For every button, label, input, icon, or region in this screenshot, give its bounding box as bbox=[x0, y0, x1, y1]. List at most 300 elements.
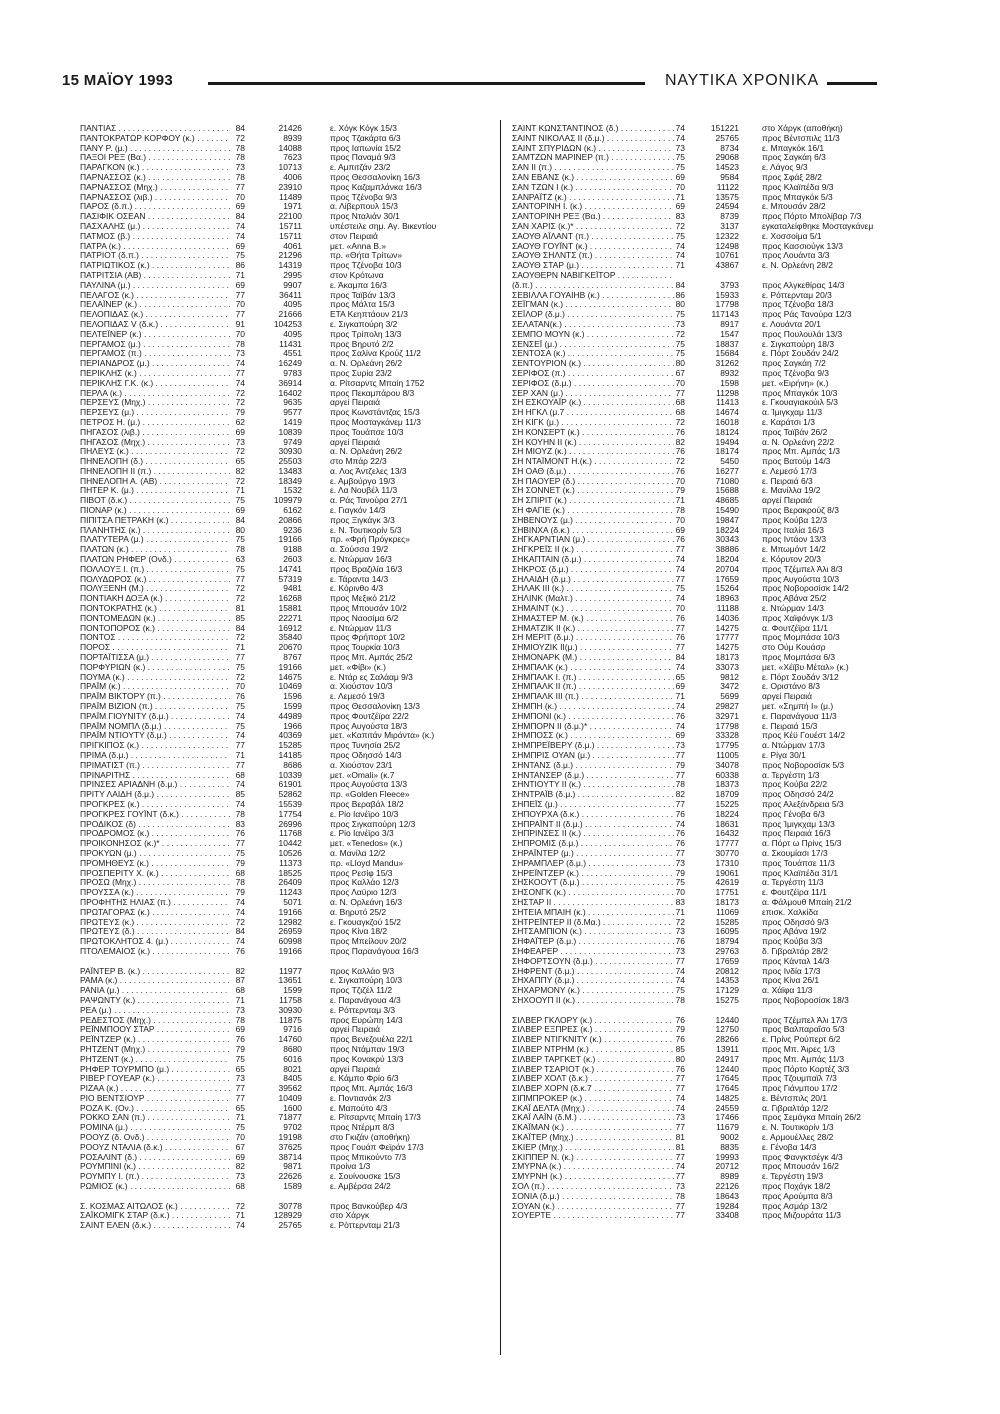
ship-status: μετ. «Omali» (κ.7 bbox=[330, 770, 395, 780]
gross-tonnage: 35840 bbox=[278, 632, 302, 643]
ship-name: ΣΗ ΗΓΚΛ (μ.7 . . . bbox=[512, 408, 674, 418]
build-year: 75 bbox=[235, 495, 245, 506]
ship-name: ΣΕΒΙΛΛΑ ΓΟΥΑΙΗΒ (κ.) . . . bbox=[512, 291, 674, 301]
ship-name: ΠΑΝΤΟΚΡΑΤΩΡ ΚΟΡΦΟΥ (κ.) . . . bbox=[80, 134, 230, 144]
ship-status: προς Παρανάγουα 16/3 bbox=[330, 946, 419, 956]
ship-name: ΠΟΡΟΣ . . . bbox=[80, 643, 230, 653]
gross-tonnage: 38886 bbox=[715, 544, 739, 555]
ship-name: ΠΡΟΓΚΡΕΣ ΓΟΥΪΝΤ (δ.κ.) . . . bbox=[80, 810, 230, 820]
ship-status: α. Λος Άντζελες 13/3 bbox=[330, 466, 407, 476]
ship-name: ΡΑΝΙΑ (μ.) . . . bbox=[80, 986, 230, 996]
build-year: 68 bbox=[235, 867, 245, 878]
ship-status: προς Σαγκάη 7/2 bbox=[762, 359, 826, 369]
ship-name: ΣΗ ΜΕΡΙΤ (δ.μ.) . . . bbox=[512, 633, 674, 643]
ship-status: α. Ν. Ορλεάνη 16/3 bbox=[330, 897, 403, 907]
ship-name: ΠΟΛΥΔΩΡΟΣ (κ.) . . . bbox=[80, 575, 230, 585]
ship-name: ΡΕΔΕΣΤΟΣ (Μηχ.) . . . bbox=[80, 1016, 230, 1026]
ship-status: ε. Πειραιά 15/3 bbox=[762, 721, 818, 731]
ship-status: προς Τρίπολη 13/3 bbox=[330, 329, 402, 339]
ship-name: ΣΚΑΪΤΕΡ (Μηχ.) . . . bbox=[512, 1133, 674, 1143]
gross-tonnage: 16268 bbox=[278, 593, 302, 604]
build-year: 69 bbox=[235, 279, 245, 290]
ship-status: α. Ν. Ορλεάνη 22/2 bbox=[762, 437, 835, 447]
gross-tonnage: 6016 bbox=[283, 1053, 302, 1064]
gross-tonnage: 52862 bbox=[278, 789, 302, 800]
build-year: 72 bbox=[675, 416, 685, 427]
build-year: 72 bbox=[235, 916, 245, 927]
ship-status: α. Σκουμίασι 17/3 bbox=[762, 848, 828, 858]
ship-status: προς Ντάμπαν 19/3 bbox=[330, 1044, 405, 1054]
build-year: 84 bbox=[235, 211, 245, 222]
ship-status: προς Κίνα 26/1 bbox=[762, 976, 820, 986]
gross-tonnage: 18224 bbox=[715, 524, 739, 535]
ship-status: α. Μανίλα 12/2 bbox=[330, 848, 386, 858]
gross-tonnage: 5450 bbox=[720, 456, 739, 467]
gross-tonnage: 18173 bbox=[715, 652, 739, 663]
ship-name: ΠΡΙΝΣΕΣ ΑΡΙΑΔΝΗ (δ.μ.) . . . bbox=[80, 780, 230, 790]
build-year: 76 bbox=[675, 936, 685, 947]
gross-tonnage: 22100 bbox=[278, 211, 302, 222]
gross-tonnage: 17645 bbox=[715, 1083, 739, 1094]
build-year: 78 bbox=[235, 1014, 245, 1025]
ship-name: ΡΟΥΜΠΥ Ι. (π.) . . . bbox=[80, 1172, 230, 1182]
build-year: 65 bbox=[675, 671, 685, 682]
ship-status: προς Ξιγκάγκ 3/3 bbox=[330, 515, 395, 525]
build-year: 74 bbox=[675, 593, 685, 604]
ship-name: ΠΡΟΔΙΚΟΣ (δ) . . . bbox=[80, 820, 230, 830]
gross-tonnage: 11489 bbox=[279, 191, 302, 202]
build-year: 62 bbox=[235, 416, 245, 427]
build-year: 67 bbox=[675, 367, 685, 378]
ship-name: ΠΡΟΦΗΤΗΣ ΗΛΙΑΣ (π.) . . . bbox=[80, 898, 230, 908]
ship-status: ε. Λα Νουβέλ 11/3 bbox=[330, 486, 398, 496]
ship-status: ε. Τεργέστη 19/3 bbox=[762, 1172, 824, 1182]
build-year: 70 bbox=[235, 1132, 245, 1143]
ship-status: προς Τζακάρτα 6/3 bbox=[330, 133, 401, 143]
ship-status: εγκαταλείφθηκε Μοσταγκάνεμ bbox=[762, 221, 874, 231]
gross-tonnage: 9481 bbox=[283, 583, 302, 594]
ship-name: ΠΟΡΤΑΪΤΙΣΣΑ (μ.) . . . bbox=[80, 653, 230, 663]
build-year: 76 bbox=[675, 1063, 685, 1074]
build-year: 77 bbox=[675, 847, 685, 858]
ship-name: ΣΗΣΚΟΟΥΤ (δ.μ.) . . . bbox=[512, 878, 674, 888]
gross-tonnage: 17310 bbox=[715, 857, 739, 868]
ship-status: προς Ινδία 17/3 bbox=[762, 966, 821, 976]
ship-name: ΣΑΟΥΘ ΣΗΛΝΤΣ (π.) . . . bbox=[512, 251, 674, 261]
ship-name: ΡΟΣΑΛΙΝΤ (δ.) . . . bbox=[80, 1153, 230, 1163]
build-year: 82 bbox=[235, 965, 245, 976]
build-year: 84 bbox=[675, 279, 685, 290]
ship-name: ΣΗ ΝΤΑΪΜΟΝΤ Η.(κ.) . . . bbox=[512, 457, 674, 467]
ship-status: πρ. «Lloyd Mandu» bbox=[330, 858, 404, 868]
ship-status: προς Νοβοροσίσκ 14/2 bbox=[762, 584, 849, 594]
ship-name: ΣΚΑΪ ΔΕΛΤΑ (Μηχ.) . . . bbox=[512, 1104, 674, 1114]
ship-status: προς Κίνα 18/2 bbox=[330, 927, 388, 937]
build-year: 74 bbox=[675, 965, 685, 976]
gross-tonnage: 38714 bbox=[278, 1151, 302, 1162]
ship-row bbox=[512, 1211, 927, 1221]
ship-status: προς Βραζιλία 16/3 bbox=[330, 564, 403, 574]
gross-tonnage: 14675 bbox=[278, 671, 302, 682]
gross-tonnage: 8021 bbox=[283, 1063, 302, 1074]
build-year: 73 bbox=[675, 142, 685, 153]
gross-tonnage: 12322 bbox=[715, 230, 739, 241]
ship-status: προς Κλαϊπέδα 9/3 bbox=[762, 182, 834, 192]
gross-tonnage: 10442 bbox=[278, 838, 302, 849]
ship-status: α. Ντώρμαν 17/3 bbox=[762, 741, 825, 751]
build-year: 71 bbox=[675, 260, 685, 271]
ship-status: ε. Σιγκαπούρη 3/2 bbox=[330, 319, 398, 329]
build-year: 75 bbox=[235, 534, 245, 545]
ship-name: ΣΕΡΙΦΟΣ (π.) . . . bbox=[512, 369, 674, 379]
build-year: 74 bbox=[675, 250, 685, 261]
build-year: 84 bbox=[235, 123, 245, 133]
build-year: 71 bbox=[675, 906, 685, 917]
ship-status: α. Βηρυτό 25/2 bbox=[330, 907, 387, 917]
ship-status: προς Νοβοροσίσκ 5/3 bbox=[762, 760, 845, 770]
build-year: 76 bbox=[675, 632, 685, 643]
ship-name: ΣΗΒΙΝΧΑ (δ.κ.) . . . bbox=[512, 526, 674, 536]
ship-name: ΣΙΛΒΕΡ ΧΟΛΤ (δ.κ.) . . . bbox=[512, 1074, 674, 1084]
gross-tonnage: 14088 bbox=[278, 142, 302, 153]
build-year: 77 bbox=[235, 289, 245, 300]
ship-status: προς Λαϋριο 12/3 bbox=[330, 888, 397, 898]
build-year: 71 bbox=[675, 691, 685, 702]
build-year: 72 bbox=[235, 446, 245, 457]
build-year: 69 bbox=[235, 1151, 245, 1162]
ship-status: α. Ν. Ορλεάνη 26/2 bbox=[330, 447, 403, 457]
ship-name: ΠΑΤΡΙΟΤ (δ.π.) . . . bbox=[80, 251, 230, 261]
ship-name: ΡΕΪΝΜΠΟΟΥ ΣΤΑΡ . . . bbox=[80, 1025, 230, 1035]
ship-name: ΣΗ ΟΑΘ (δ.μ.) . . . bbox=[512, 467, 674, 477]
build-year: 82 bbox=[675, 789, 685, 800]
ship-status: στο Χάργκ (αποθήκη) bbox=[762, 124, 843, 133]
ship-status: προς Μομπάσα 6/3 bbox=[762, 653, 836, 663]
ship-status: προς Χαϊφόνγκ 1/3 bbox=[762, 613, 833, 623]
ship-name: ΠΑΣΙΦΙΚ ΟΣΕΑΝ . . . bbox=[80, 212, 230, 222]
ship-name: ΣΗΚΑΠΤΑΙΝ (δ.μ.) . . . bbox=[512, 555, 674, 565]
ship-status: μετ. «Tenedos» (κ.) bbox=[330, 839, 403, 849]
ship-name: (δ.π.) . . . bbox=[512, 281, 674, 291]
ship-status: ε. Ρόττερνταμ 21/3 bbox=[330, 1221, 400, 1231]
build-year: 77 bbox=[675, 1151, 685, 1162]
ship-name: ΣΗΜΑΙΝΤ (κ.) . . . bbox=[512, 604, 674, 614]
ship-status: προς Τζέμπελ Άλι 17/3 bbox=[762, 1015, 848, 1025]
ship-status: προς Σιγκαπούρη 12/3 bbox=[330, 819, 416, 829]
gross-tonnage: 11977 bbox=[279, 965, 302, 976]
gross-tonnage: 1971 bbox=[283, 201, 302, 212]
ship-status: ε. Σουίνουσκε 15/3 bbox=[330, 1172, 401, 1182]
ship-status: προς Φουτζέϊρα 22/2 bbox=[330, 711, 409, 721]
ship-status: προς Μπ. Αμπάς 1/3 bbox=[762, 447, 841, 457]
ship-name: ΠΑΤΡΑ (κ.) . . . bbox=[80, 242, 230, 252]
build-year: 75 bbox=[235, 1053, 245, 1064]
ship-name: ΣΗΜΠΗ (κ.) . . . bbox=[512, 702, 674, 712]
gross-tonnage: 17798 bbox=[715, 720, 739, 731]
build-year: 76 bbox=[675, 808, 685, 819]
gross-tonnage: 71080 bbox=[715, 475, 739, 486]
ship-status: μετ. «Χέϊβυ Μέταλ» (κ.) bbox=[762, 662, 849, 672]
build-year: 86 bbox=[675, 289, 685, 300]
ship-name: ΡΟΚΚΟ ΣΑΝ (π.) . . . bbox=[80, 1113, 230, 1123]
ship-status: προς Ιταλία 16/3 bbox=[762, 525, 824, 535]
gross-tonnage: 3137 bbox=[720, 220, 739, 231]
ship-name: ΠΕΤΡΟΣ Η. (μ.) . . . bbox=[80, 418, 230, 428]
build-year: 65 bbox=[235, 1102, 245, 1113]
ship-status: προίνα 1/3 bbox=[330, 1162, 371, 1172]
gross-tonnage: 11298 bbox=[716, 387, 739, 398]
ship-status: προς Οδησσό 14/3 bbox=[330, 751, 402, 760]
build-year: 74 bbox=[235, 798, 245, 809]
ship-status: επισκ. Χαλκίδα bbox=[762, 907, 818, 917]
gross-tonnage: 8734 bbox=[720, 142, 739, 153]
ship-status: προς Γιάνμπου 17/2 bbox=[762, 1084, 838, 1094]
ship-name: ΣΗ ΦΑΓΙΕ (κ.) . . . bbox=[512, 506, 674, 516]
ship-name: ΣΑΪΚΟΜΙΓΚ ΣΤΑΡ (δ.κ.) . . . bbox=[80, 1211, 230, 1221]
gross-tonnage: 25765 bbox=[715, 132, 739, 143]
ship-name: ΣΗΧΑΠΠΥ (δ.μ.) . . . bbox=[512, 976, 674, 986]
ship-status: ε. Παρανάγουα 4/3 bbox=[330, 995, 401, 1005]
gross-tonnage: 48685 bbox=[715, 495, 739, 506]
ship-name: ΣΑΝ ΕΒΑΝΣ (κ.) . . . bbox=[512, 173, 674, 183]
ship-row bbox=[80, 1182, 495, 1192]
gross-tonnage: 26409 bbox=[278, 877, 302, 888]
ship-name: ΣΕΝΤΟΥΡΙΟΝ (κ.) . . . bbox=[512, 359, 674, 369]
gross-tonnage: 29763 bbox=[715, 945, 739, 956]
ship-name: ΣΑΙΝΤ ΚΩΝΣΤΑΝΤΙΝΟΣ (δ.) . . . bbox=[512, 124, 674, 134]
build-year: 75 bbox=[675, 348, 685, 359]
gross-tonnage: 9812 bbox=[720, 671, 739, 682]
build-year: 74 bbox=[235, 779, 245, 790]
ship-status: ε. Χόγκ Κόγκ 15/3 bbox=[330, 124, 397, 133]
build-year: 69 bbox=[235, 505, 245, 516]
gross-tonnage: 13651 bbox=[278, 975, 302, 986]
gross-tonnage: 57319 bbox=[278, 573, 302, 584]
build-year: 74 bbox=[675, 1102, 685, 1113]
gross-tonnage: 17754 bbox=[278, 808, 302, 819]
gross-tonnage: 2995 bbox=[283, 269, 302, 280]
ship-status: μετ. «Καπιτάν Μιράντα» (κ.) bbox=[330, 731, 435, 741]
ship-status: ε. Μαπούτο 4/3 bbox=[330, 1103, 388, 1113]
gross-tonnage: 24559 bbox=[715, 1102, 739, 1113]
ship-name: ΣΙΛΒΕΡ ΤΑΡΓΚΕΤ (κ.) . . . bbox=[512, 1055, 674, 1065]
ship-status: ε. Μπουσάν 28/2 bbox=[762, 202, 826, 212]
gross-tonnage: 30930 bbox=[278, 1004, 302, 1015]
ship-status: προς Κέϋ Γουέστ 14/2 bbox=[762, 731, 846, 741]
ship-name: ΠΛΑΝΗΤΗΣ (κ.) . . . bbox=[80, 526, 230, 536]
ship-name: ΣΗΧΟΟΥΠ ΙΙ (κ.) . . . bbox=[512, 996, 674, 1006]
build-year: 84 bbox=[235, 622, 245, 633]
ship-name: ΣΑΝΡΑΪΤΖ (κ.) . . . bbox=[512, 193, 674, 203]
gross-tonnage: 9584 bbox=[720, 171, 739, 182]
ship-status: ε. Μπωμόντ 14/2 bbox=[762, 545, 826, 555]
gross-tonnage: 23910 bbox=[278, 181, 302, 192]
ship-name: ΠΡΙΜΑ (δ.μ.) . . . bbox=[80, 751, 230, 761]
header-rule-end bbox=[827, 82, 877, 85]
ship-name: ΣΗΜΑΤΖΙΚ ΙΙ (κ.) . . . bbox=[512, 624, 674, 634]
gross-tonnage: 18124 bbox=[715, 426, 739, 437]
ship-status: προς Νταλιάν 30/1 bbox=[330, 212, 400, 222]
build-year: 63 bbox=[235, 554, 245, 565]
ship-name: ΣΗ ΜΙΟΥΖ (κ.) . . . bbox=[512, 447, 674, 457]
gross-tonnage: 11243 bbox=[279, 887, 302, 898]
ship-name: ΣΗΤΕΙΑ ΜΠΑΙΗ (κ.) . . . bbox=[512, 908, 674, 918]
gross-tonnage: 37625 bbox=[278, 1141, 302, 1152]
gross-tonnage: 4061 bbox=[283, 240, 302, 251]
ship-status: ε. Χοσσοίμα 5/1 bbox=[762, 231, 822, 241]
build-year: 79 bbox=[675, 485, 685, 496]
build-year: 75 bbox=[235, 720, 245, 731]
ship-name: ΡΕΑ (μ.) . . . bbox=[80, 1006, 230, 1016]
build-year: 71 bbox=[235, 642, 245, 653]
build-year: 77 bbox=[675, 1083, 685, 1094]
gross-tonnage: 8680 bbox=[283, 1043, 302, 1054]
gross-tonnage: 17466 bbox=[715, 1112, 739, 1123]
ship-name: ΠΡΙΜΑΤΙΣΤ (π.) . . . bbox=[80, 761, 230, 771]
build-year: 77 bbox=[235, 838, 245, 849]
ship-name: ΠΡΩΤΑΓΟΡΑΣ (κ.) . . . bbox=[80, 908, 230, 918]
gross-tonnage: 30930 bbox=[278, 446, 302, 457]
build-year: 72 bbox=[235, 475, 245, 486]
ship-status: προς Φρήπορτ 10/2 bbox=[330, 633, 406, 643]
ship-status: ε. Κόρυτον 20/3 bbox=[762, 555, 821, 565]
ship-status: ε. Γκουαγιακούιλ 5/3 bbox=[762, 398, 838, 408]
build-year: 79 bbox=[675, 867, 685, 878]
gross-tonnage: 1532 bbox=[283, 485, 302, 496]
build-year: 78 bbox=[235, 171, 245, 182]
gross-tonnage: 21666 bbox=[278, 309, 302, 320]
build-year: 85 bbox=[235, 789, 245, 800]
build-year: 79 bbox=[675, 759, 685, 770]
ship-status: προς Βηρυτό 2/2 bbox=[330, 339, 394, 349]
ship-status: ε. Αρμουέλλες 28/2 bbox=[762, 1133, 834, 1143]
ship-name: ΣΗΜΠΟΣΣ (κ.) . . . bbox=[512, 731, 674, 741]
ship-name: ΠΑΤΡΙΤΣΙΑ (ΑΒ) . . . bbox=[80, 271, 230, 281]
ship-status: ε. Λεμεσό 19/3 bbox=[330, 692, 385, 702]
ship-status: ε. Γένοβα 14/3 bbox=[762, 1142, 817, 1152]
build-year: 72 bbox=[235, 387, 245, 398]
ship-status: προς Βατούμ 14/3 bbox=[762, 457, 831, 467]
gross-tonnage: 71877 bbox=[278, 1112, 302, 1123]
gross-tonnage: 11758 bbox=[279, 994, 302, 1005]
ship-status: προς Κλαϊπέδα 31/1 bbox=[762, 868, 839, 878]
ship-status: προς Μιζουράτα 11/3 bbox=[762, 1211, 841, 1221]
ship-name: ΣΕΪΓΜΑΝ (κ.) . . . bbox=[512, 300, 674, 310]
gross-tonnage: 3793 bbox=[720, 279, 739, 290]
ship-name: ΣΑΟΥΘΕΡΝ ΝΑΒΙΓΚΕΪΤΟΡ . . . bbox=[512, 271, 674, 281]
gross-tonnage: 19166 bbox=[278, 661, 302, 672]
gross-tonnage: 11122 bbox=[716, 181, 739, 192]
ship-name: ΠΑΝΤΙΑΣ . . . bbox=[80, 124, 230, 134]
build-year: 72 bbox=[235, 632, 245, 643]
gross-tonnage: 22271 bbox=[278, 612, 302, 623]
gross-tonnage: 24594 bbox=[715, 201, 739, 212]
ship-status: ε. Ποντιανάκ 2/3 bbox=[330, 1093, 391, 1103]
ship-name: ΣΕΡΙΦΟΣ (δ.μ.) . . . bbox=[512, 379, 674, 389]
gross-tonnage: 4095 bbox=[283, 299, 302, 310]
ship-name: ΣΗΜΠΑΛΚ Ι. (π.) . . . bbox=[512, 673, 674, 683]
build-year: 73 bbox=[235, 162, 245, 173]
ship-status: στο Χάργκ bbox=[330, 1211, 370, 1221]
gross-tonnage: 1599 bbox=[283, 985, 302, 996]
ship-status: προς Γουάπ Φεϊράν 17/3 bbox=[330, 1142, 424, 1152]
build-year: 69 bbox=[675, 201, 685, 212]
ship-name: ΠΙΟΝΑΡ (κ.) . . . bbox=[80, 506, 230, 516]
ship-name: ΠΡΑΪΜ ΒΙΖΙΟΝ (π.) . . . bbox=[80, 702, 230, 712]
ship-name: ΣΗΠΕΪΣ (μ.) . . . bbox=[512, 800, 674, 810]
ship-status: α. Σούσσα 19/2 bbox=[330, 545, 389, 555]
ship-name: ΠΗΝΕΛΟΠΗ Α. (ΑΒ) . . . bbox=[80, 477, 230, 487]
ship-status: ε. Βέντσπιλς 20/1 bbox=[762, 1093, 828, 1103]
build-year: 76 bbox=[675, 838, 685, 849]
build-year: 71 bbox=[235, 994, 245, 1005]
ship-status: στον Πειραιά bbox=[330, 231, 378, 241]
ship-status: προς Αβάνα 25/2 bbox=[762, 594, 827, 604]
build-year: 74 bbox=[675, 701, 685, 712]
ship-name: ΣΗΓΚΑΡΝΤΙΑΝ (μ.) . . . bbox=[512, 535, 674, 545]
build-year: 77 bbox=[675, 544, 685, 555]
ship-status: αργεί Πειραιά bbox=[762, 496, 813, 506]
ship-name: ΣΗΒΕΝΟΥΣ (μ.) . . . bbox=[512, 516, 674, 526]
gross-tonnage: 6162 bbox=[283, 505, 302, 516]
build-year: 82 bbox=[235, 465, 245, 476]
ship-status: ΕΤΑ Κεηπτάουν 21/3 bbox=[330, 310, 408, 320]
build-year: 74 bbox=[675, 240, 685, 251]
ship-name: ΠΟΡΦΥΡΙΩΝ (κ.) . . . bbox=[80, 663, 230, 673]
gross-tonnage: 16095 bbox=[715, 926, 739, 937]
build-year: 84 bbox=[235, 514, 245, 525]
ship-name: ΠΕΡΛΑ (κ.) . . . bbox=[80, 389, 230, 399]
ship-name: ΡΙΟ ΒΕΝΤΣΙΟΥΡ . . . bbox=[80, 1094, 230, 1104]
gross-tonnage: 34078 bbox=[715, 759, 739, 770]
ship-status: προς Ευρώπη 14/3 bbox=[330, 1015, 403, 1025]
ship-name: ΣΗΡΑΪΝΤΕΡ (μ.) . . . bbox=[512, 849, 674, 859]
build-year: 67 bbox=[235, 1141, 245, 1152]
gross-tonnage: 16432 bbox=[715, 828, 739, 839]
ship-name: ΣΗΡΕΪΝΤΖΕΡ (κ.) . . . bbox=[512, 869, 674, 879]
ship-name: ΣΗΓΚΡΕΪΣ ΙΙ (κ.) . . . bbox=[512, 545, 674, 555]
gross-tonnage: 16249 bbox=[278, 358, 302, 369]
gross-tonnage: 3472 bbox=[720, 681, 739, 692]
ship-name: ΣΗΛΑΚ ΙΙΙ (κ.) . . . bbox=[512, 584, 674, 594]
build-year: 73 bbox=[675, 945, 685, 956]
ship-status: προς Κούβα 3/3 bbox=[762, 937, 823, 947]
ship-name: ΣΗΤΡΕΪΝΤΕΡ ΙΙ (δ.Μα.) . . . bbox=[512, 918, 674, 928]
ship-name: ΠΑΞΟΙ ΡΕΞ (Βα.) . . . bbox=[80, 153, 230, 163]
gross-tonnage: 1547 bbox=[720, 328, 739, 339]
ship-name: ΠΤΟΛΕΜΑΙΟΣ (κ.) . . . bbox=[80, 947, 230, 957]
build-year: 76 bbox=[235, 1034, 245, 1045]
ship-name: ΠΙΒΟΤ (δ.κ.) . . . bbox=[80, 496, 230, 506]
build-year: 76 bbox=[675, 446, 685, 457]
ship-status: α. Πόρτ ω Πρίνς 15/3 bbox=[762, 839, 842, 849]
ship-name: ΣΗΧΑΡΜΟΝΥ (κ.) . . . bbox=[512, 986, 674, 996]
ship-name: ΣΗΡΑΜΠΛΕΡ (δ.μ.) . . . bbox=[512, 859, 674, 869]
ship-name: ΣΗΜΠΡΕΪΒΕΡΥ (δ.μ.) . . . bbox=[512, 741, 674, 751]
ship-name: ΠΡΑΪΜ ΓΙΟΥΝΙΤΥ (δ.μ.) . . . bbox=[80, 712, 230, 722]
ship-status: ε. Κάμπο Φρίο 6/3 bbox=[330, 1074, 399, 1084]
build-year: 73 bbox=[235, 1171, 245, 1182]
ship-name: ΣΗΦΡΕΝΤ (δ.μ.) . . . bbox=[512, 967, 674, 977]
gross-tonnage: 33328 bbox=[715, 730, 739, 741]
ship-name: ΠΟΝΤΟΜΕΔΩΝ (κ.) . . . bbox=[80, 614, 230, 624]
gross-tonnage: 109979 bbox=[273, 495, 302, 506]
build-year: 81 bbox=[675, 1132, 685, 1143]
ship-name: ΠΑΡΑΓΚΟΝ (κ.) . . . bbox=[80, 163, 230, 173]
gross-tonnage: 10839 bbox=[278, 426, 302, 437]
build-year: 74 bbox=[235, 896, 245, 907]
build-year: 77 bbox=[675, 1210, 685, 1221]
